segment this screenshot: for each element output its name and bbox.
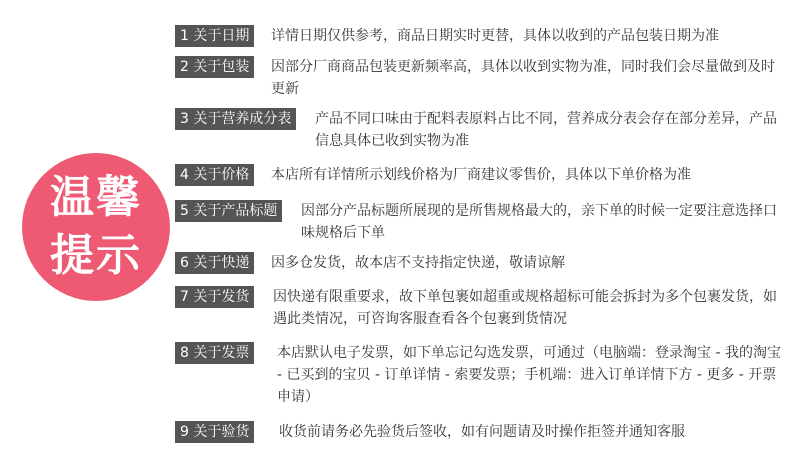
notice-text: 因部分产品标题所展现的是所售规格最大的，亲下单的时候一定要注意选择口味规格后下单 [301,203,777,241]
notice-label: 3 关于营养成分表 [175,108,296,130]
warm-reminder-badge [22,153,170,301]
notice-text: 因部分厂商商品包装更新频率高，具体以收到实物为准，同时我们会尽量做到及时更新 [271,59,775,97]
notice-text: 本店所有详情所示划线价格为厂商建议零售价，具体以下单价格为准 [271,167,691,183]
notice-label: 1 关于日期 [175,25,254,47]
notice-text: 本店默认电子发票，如下单忘记勾选发票，可通过（电脑端：登录淘宝 - 我的淘宝 - 已买到的宝贝 - 订单详情 - 索要发票；手机端：进入订单详情下方 - 更多 - 开票申请） [277,345,781,405]
badge-line-1: 温馨 [50,172,142,223]
notice-label: 9 关于验货 [175,421,254,443]
notice-text: 因多仓发货，故本店不支持指定快递，敬请谅解 [271,255,565,271]
notice-label: 5 关于产品标题 [175,200,282,222]
notice-label: 4 关于价格 [175,164,254,186]
notice-text: 产品不同口味由于配料表原料占比不同，营养成分表会存在部分差异，产品信息具体已收到实物为准 [315,111,777,149]
badge-line-2: 提示 [50,230,142,281]
notice-label: 6 关于快递 [175,252,254,274]
notice-label: 2 关于包装 [175,56,254,78]
notice-text: 因快递有限重要求，故下单包裹如超重或规格超标可能会拆封为多个包裹发货，如遇此类情况，可咨询客服查看各个包裹到货情况 [273,289,777,327]
notice-text: 收货前请务必先验货后签收，如有问题请及时操作拒签并通知客服 [279,424,685,440]
notice-label: 8 关于发票 [175,342,254,364]
notice-label: 7 关于发货 [175,286,254,308]
notice-text: 详情日期仅供参考，商品日期实时更替，具体以收到的产品包装日期为准 [271,28,719,44]
